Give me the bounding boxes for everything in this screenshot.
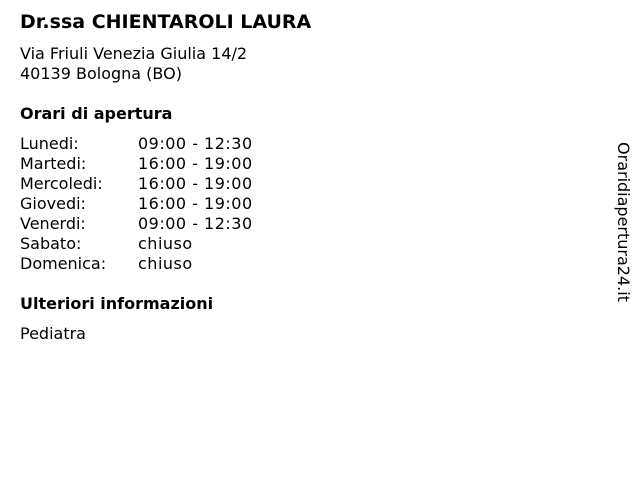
hours-row-thursday [20, 194, 253, 214]
time-value: 16:00 - 19:00 [138, 174, 253, 193]
page-title: Dr.ssa CHIENTAROLI LAURA [20, 11, 312, 33]
address-city: 40139 Bologna (BO) [20, 64, 182, 83]
address [20, 44, 247, 84]
time-value: chiuso [138, 234, 193, 253]
day-label: Sabato: [20, 234, 82, 253]
hours-row-tuesday [20, 154, 253, 174]
hours-row-sunday [20, 254, 253, 274]
day-label: Giovedi: [20, 194, 86, 213]
site-watermark: Oraridiapertura24.it [614, 142, 633, 302]
address-street: Via Friuli Venezia Giulia 14/2 [20, 44, 248, 63]
time-value: 09:00 - 12:30 [138, 134, 253, 153]
day-label: Martedi: [20, 154, 87, 173]
day-label: Domenica: [20, 254, 107, 273]
time-value: 16:00 - 19:00 [138, 154, 253, 173]
day-label: Lunedi: [20, 134, 79, 153]
day-label: Venerdi: [20, 214, 86, 233]
day-label: Mercoledi: [20, 174, 103, 193]
hours-row-wednesday [20, 174, 253, 194]
hours-row-monday [20, 134, 253, 154]
time-value: 09:00 - 12:30 [138, 214, 253, 233]
hours-row-friday [20, 214, 253, 234]
time-value: chiuso [138, 254, 193, 273]
time-value: 16:00 - 19:00 [138, 194, 253, 213]
hours-row-saturday [20, 234, 253, 254]
further-info-heading: Ulteriori informazioni [20, 294, 214, 313]
opening-hours-table [20, 134, 253, 274]
opening-hours-heading: Orari di apertura [20, 104, 173, 123]
specialty-text: Pediatra [20, 324, 86, 343]
